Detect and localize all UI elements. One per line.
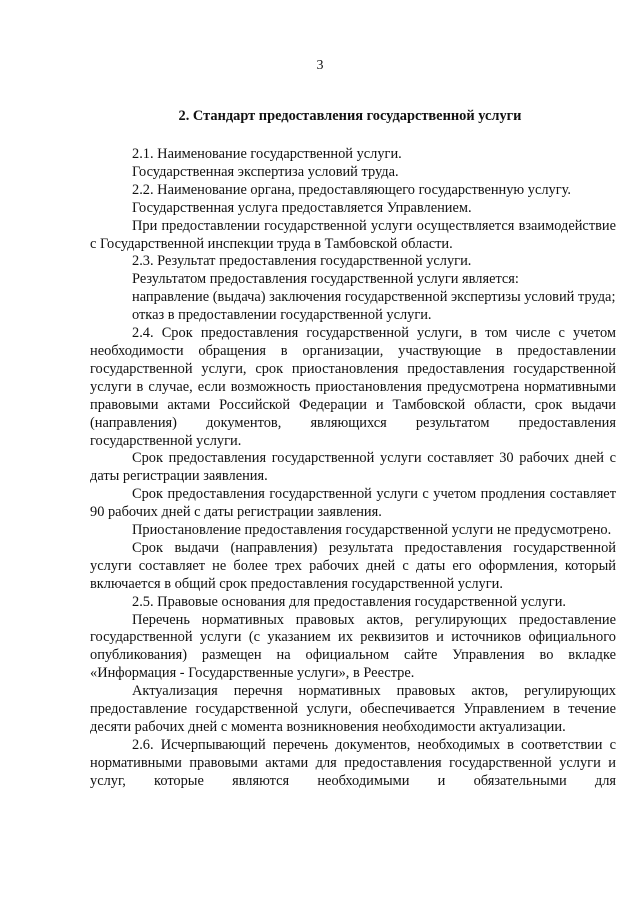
paragraph: Срок выдачи (направления) результата предоставления государственной услуги составляет не более трех рабочих дней с даты его оформления, который включается в общий срок предоставления государственной услуги. xyxy=(90,539,616,592)
paragraph: Приостановление предоставления государственной услуги не предусмотрено. xyxy=(132,522,612,539)
paragraph: 2.3. Результат предоставления государственной услуги. xyxy=(132,253,472,270)
paragraph: Перечень нормативных правовых актов, регулирующих предоставление государственной услуги (с указанием их реквизитов и источников официального опубликования) размещен на официальном сайте Управления во вкладке «Информация - Государственные услуги», в Реестре. xyxy=(90,611,616,682)
paragraph: 2.1. Наименование государственной услуги. xyxy=(132,146,402,162)
page-number: 3 xyxy=(316,58,324,73)
paragraph: Актуализация перечня нормативных правовых актов, регулирующих предоставление государственной услуги, обеспечивается Управлением в течение десяти рабочих дней с момента возникновения необходимости актуализации. xyxy=(90,683,616,735)
paragraph: Срок предоставления государственной услуги с учетом продления составляет 90 рабочих дней с даты регистрации заявления. xyxy=(90,486,616,521)
paragraph: направление (выдача) заключения государственной экспертизы условий труда; xyxy=(132,289,616,306)
section-heading: 2. Стандарт предоставления государственной услуги xyxy=(178,108,522,124)
paragraph: Государственная экспертиза условий труда. xyxy=(132,163,399,180)
paragraph: 2.6. Исчерпывающий перечень документов, необходимых в соответствии с нормативными правовыми актами для предоставления государственной услуги и услуг, которые являются необходимыми и обязательными для xyxy=(90,736,616,789)
paragraph: Государственная услуга предоставляется Управлением. xyxy=(132,199,472,216)
paragraph: отказ в предоставлении государственной услуги. xyxy=(132,307,432,324)
document-body xyxy=(90,146,616,791)
paragraph: 2.2. Наименование органа, предоставляющего государственную услугу. xyxy=(132,181,571,198)
paragraph: 2.5. Правовые основания для предоставления государственной услуги. xyxy=(132,593,566,610)
paragraph: 2.4. Срок предоставления государственной услуги, в том числе с учетом необходимости обращения в организации, участвующие в предоставлении государственной услуги, срок приостановления предоставления государственной услуги в случае, если возможность приостановления предусмотрена нормативными правовыми актами Российской Федерации и Тамбовской области, срок выдачи (направления) документов, являющихся результатом предоставления государственной услуги. xyxy=(90,325,616,449)
paragraph: Срок предоставления государственной услуги составляет 30 рабочих дней с даты регистрации заявления. xyxy=(90,450,616,485)
paragraph: Результатом предоставления государственной услуги является: xyxy=(132,271,519,288)
paragraph: При предоставлении государственной услуги осуществляется взаимодействие с Государственной инспекции труда в Тамбовской области. xyxy=(90,217,616,252)
